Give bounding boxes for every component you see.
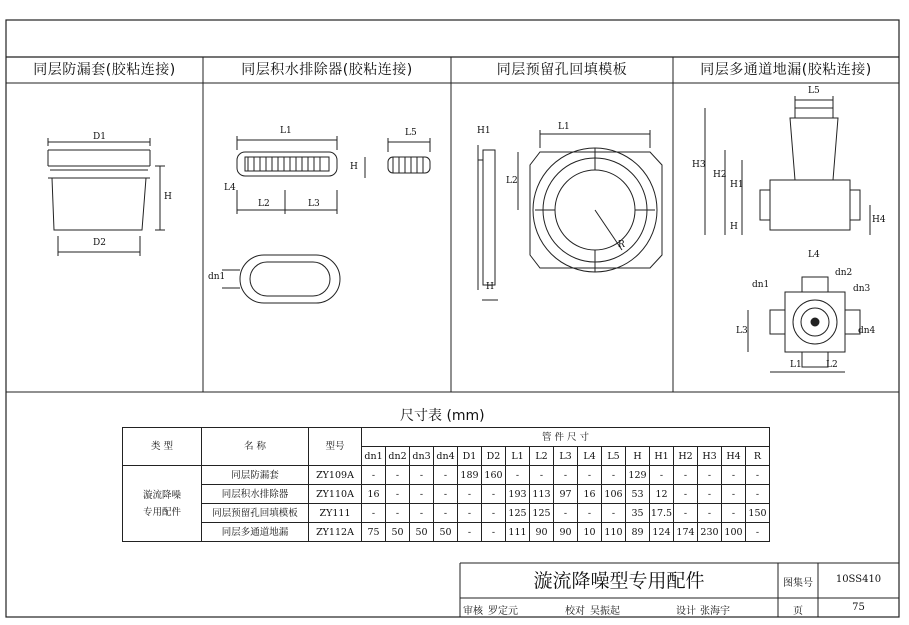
row-model: ZY110A — [309, 485, 362, 504]
label-dn3-p4: dn3 — [853, 284, 871, 294]
row-value: - — [746, 466, 770, 485]
row-value: - — [698, 485, 722, 504]
dim-col-header: H4 — [722, 447, 746, 466]
row-value: - — [386, 485, 410, 504]
header-model: 型号 — [309, 428, 362, 466]
dim-col-header: dn1 — [362, 447, 386, 466]
dim-col-header: L3 — [554, 447, 578, 466]
row-value: - — [530, 466, 554, 485]
row-value: - — [434, 485, 458, 504]
row-model: ZY111 — [309, 504, 362, 523]
row-value: 53 — [626, 485, 650, 504]
row-value: - — [698, 466, 722, 485]
label-l4-p4: L4 — [808, 250, 820, 260]
dim-col-header: H1 — [650, 447, 674, 466]
row-value: 50 — [410, 523, 434, 542]
dim-col-header: dn2 — [386, 447, 410, 466]
row-value: - — [386, 504, 410, 523]
row-value: - — [674, 485, 698, 504]
row-value: - — [554, 466, 578, 485]
dim-col-header: L2 — [530, 447, 554, 466]
label-d1: D1 — [93, 132, 106, 142]
row-value: - — [602, 466, 626, 485]
row-value: 12 — [650, 485, 674, 504]
dim-col-header: R — [746, 447, 770, 466]
row-value: 106 — [602, 485, 626, 504]
row-value: - — [482, 523, 506, 542]
design-label: 设计 — [676, 606, 696, 617]
row-value: - — [458, 523, 482, 542]
label-l5-p4: L5 — [808, 86, 820, 96]
table-row — [123, 504, 770, 523]
panel-title-leak-sleeve: 同层防漏套(胶粘连接) — [33, 62, 176, 78]
dim-col-header: H3 — [698, 447, 722, 466]
row-value: 160 — [482, 466, 506, 485]
dim-col-header: D2 — [482, 447, 506, 466]
label-dn4-p4: dn4 — [858, 326, 876, 336]
label-dn2-p4: dn2 — [835, 268, 853, 278]
water-remover-drawing — [222, 136, 430, 303]
row-name: 同层防漏套 — [202, 466, 309, 485]
row-value: - — [458, 504, 482, 523]
row-model: ZY112A — [309, 523, 362, 542]
row-name: 同层多通道地漏 — [202, 523, 309, 542]
row-value: - — [722, 466, 746, 485]
row-value: - — [410, 504, 434, 523]
row-value: - — [722, 485, 746, 504]
row-value: 16 — [578, 485, 602, 504]
row-value: 189 — [458, 466, 482, 485]
drawing-title: 漩流降噪型专用配件 — [533, 570, 705, 592]
label-l2-p4: L2 — [826, 360, 838, 370]
row-value: 124 — [650, 523, 674, 542]
row-value: - — [650, 466, 674, 485]
label-l3-p2: L3 — [308, 199, 320, 209]
label-r-p3: R — [618, 240, 625, 250]
label-h3-p4: H3 — [692, 160, 706, 170]
row-value: - — [362, 504, 386, 523]
row-value: - — [722, 504, 746, 523]
label-l4-p2: L4 — [224, 183, 236, 193]
row-value: 193 — [506, 485, 530, 504]
review-name: 罗定元 — [488, 606, 518, 617]
design-name: 张海宇 — [700, 606, 730, 617]
row-value: 35 — [626, 504, 650, 523]
row-value: 97 — [554, 485, 578, 504]
row-value: - — [386, 466, 410, 485]
row-value: - — [578, 466, 602, 485]
row-value: - — [578, 504, 602, 523]
row-value: 16 — [362, 485, 386, 504]
dim-col-header: D1 — [458, 447, 482, 466]
label-h-p1: H — [164, 192, 172, 202]
row-value: - — [506, 466, 530, 485]
dim-col-header: dn4 — [434, 447, 458, 466]
row-value: 75 — [362, 523, 386, 542]
label-d2: D2 — [93, 238, 106, 248]
row-value: - — [434, 466, 458, 485]
table-header-row — [123, 428, 770, 447]
label-h-p4: H — [730, 222, 738, 232]
row-value: - — [410, 485, 434, 504]
multi-channel-drain-drawing — [705, 96, 870, 372]
row-value: 125 — [530, 504, 554, 523]
category-cell: 漩流降噪 专用配件 — [123, 466, 202, 542]
row-value: 100 — [722, 523, 746, 542]
row-value: 129 — [626, 466, 650, 485]
check-name: 吴振起 — [590, 606, 620, 617]
label-l2-p2: L2 — [258, 199, 270, 209]
panel-title-water-remover: 同层积水排除器(胶粘连接) — [241, 62, 413, 78]
row-value: - — [362, 466, 386, 485]
dim-col-header: L5 — [602, 447, 626, 466]
row-value: - — [410, 466, 434, 485]
row-value: 113 — [530, 485, 554, 504]
row-value: 50 — [434, 523, 458, 542]
row-model: ZY109A — [309, 466, 362, 485]
page-number: 75 — [852, 602, 865, 613]
label-h1-p3: H1 — [477, 126, 491, 136]
row-value: 111 — [506, 523, 530, 542]
table-title: 尺寸表 (mm) — [400, 408, 485, 424]
row-value: 50 — [386, 523, 410, 542]
label-l1-p3: L1 — [558, 122, 570, 132]
row-value: - — [746, 485, 770, 504]
row-name: 同层预留孔回填模板 — [202, 504, 309, 523]
row-value: 90 — [530, 523, 554, 542]
atlas-label: 图集号 — [783, 578, 813, 589]
table-row — [123, 466, 770, 485]
row-value: - — [674, 504, 698, 523]
label-l2-p3: L2 — [506, 176, 518, 186]
label-l1-p4: L1 — [790, 360, 802, 370]
row-value: - — [554, 504, 578, 523]
row-value: - — [482, 485, 506, 504]
label-l5-p2: L5 — [405, 128, 417, 138]
row-value: - — [458, 485, 482, 504]
table-row — [123, 523, 770, 542]
row-value: - — [698, 504, 722, 523]
row-value: 125 — [506, 504, 530, 523]
dimension-table — [122, 427, 770, 542]
table-row — [123, 485, 770, 504]
row-value: - — [746, 523, 770, 542]
row-value: - — [482, 504, 506, 523]
dim-col-header: H2 — [674, 447, 698, 466]
label-h4-p4: H4 — [872, 215, 886, 225]
row-value: 10 — [578, 523, 602, 542]
header-name: 名 称 — [202, 428, 309, 466]
backfill-template-drawing — [478, 130, 662, 300]
row-value: - — [602, 504, 626, 523]
dim-col-header: dn3 — [410, 447, 434, 466]
row-value: 90 — [554, 523, 578, 542]
row-value: 89 — [626, 523, 650, 542]
check-label: 校对 — [565, 606, 585, 617]
label-h-p3: H — [486, 282, 494, 292]
atlas-number: 10SS410 — [835, 574, 882, 585]
header-type: 类 型 — [123, 428, 202, 466]
label-h1-p4: H1 — [730, 180, 744, 190]
row-value: - — [674, 466, 698, 485]
review-label: 审核 — [463, 606, 483, 617]
leak-sleeve-drawing — [48, 138, 165, 256]
label-l3-p4: L3 — [736, 326, 748, 336]
row-name: 同层积水排除器 — [202, 485, 309, 504]
dim-col-header: L1 — [506, 447, 530, 466]
label-dn1-p2: dn1 — [208, 272, 226, 282]
panel-title-multi-drain: 同层多通道地漏(胶粘连接) — [700, 62, 872, 78]
dim-col-header: L4 — [578, 447, 602, 466]
row-value: - — [434, 504, 458, 523]
label-h-p2: H — [350, 162, 358, 172]
row-value: 174 — [674, 523, 698, 542]
dim-col-header: H — [626, 447, 650, 466]
label-dn1-p4: dn1 — [752, 280, 770, 290]
row-value: 110 — [602, 523, 626, 542]
panel-title-backfill-template: 同层预留孔回填模板 — [496, 62, 628, 78]
row-value: 150 — [746, 504, 770, 523]
label-h2-p4: H2 — [713, 170, 727, 180]
row-value: 17.5 — [650, 504, 674, 523]
row-value: 230 — [698, 523, 722, 542]
header-dims: 管 件 尺 寸 — [362, 428, 770, 447]
page-label: 页 — [793, 606, 803, 617]
label-l1-p2: L1 — [280, 126, 292, 136]
